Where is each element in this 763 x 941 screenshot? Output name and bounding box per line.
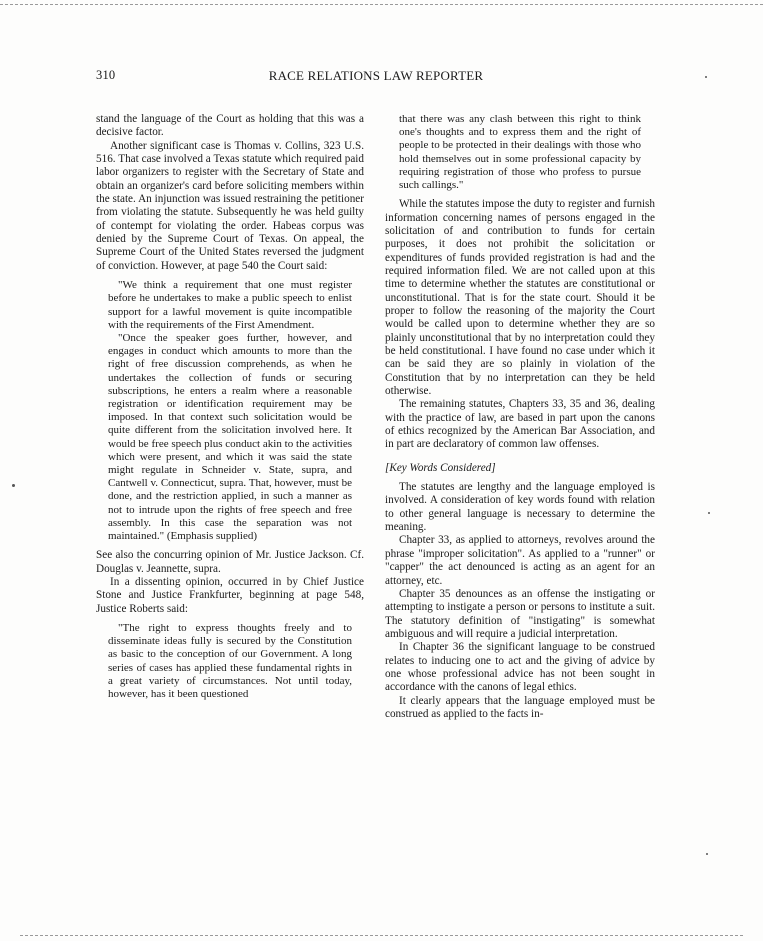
left-quote-3: "The right to express thoughts freely and to disseminate ideas fully is secured by the Constitution as basic to the conception of our Government. A long series of cases has applied these fundamental rights in a great variety of circumstances. Not until today, however, has it been questioned (108, 621, 352, 700)
bottom-dashed-border (20, 935, 743, 936)
scan-speck (705, 76, 707, 78)
right-paragraph-3: The statutes are lengthy and the language employed is involved. A consideration of key words found with relation to other general language is necessary to determine the meaning. (385, 481, 655, 534)
right-quote-continuation: that there was any clash between this right to think one's thoughts and to express them and the right of people to be protected in their dealings with those who hold themselves out in some professional capacity by requiring registration of those who profess to pursue such callings." (399, 113, 641, 192)
right-paragraph-6: In Chapter 36 the significant language to be construed relates to inducing one to act and the giving of advice by one whose professional advice has not been sought in accordance with the canons of legal ethics. (385, 641, 655, 694)
top-dashed-border (0, 4, 763, 5)
page-header (96, 68, 656, 86)
running-head: RACE RELATIONS LAW REPORTER (268, 68, 484, 83)
scan-speck (12, 484, 15, 487)
left-quote-1: "We think a requirement that one must register before he undertakes to make a public speech to enlist support for a lawful movement is quite incompatible with the requirements of the First Amendment. (108, 279, 352, 331)
left-paragraph-2: Another significant case is Thomas v. Collins, 323 U.S. 516. That case involved a Texas statute which required paid labor organizers to register with the Secretary of State and obtain an organizer's card before soliciting members within the state. An injunction was issued restraining the petitioner from violating the statute. Subsequently he was held guilty of contempt for violating the order. Habeas corpus was denied by the Supreme Court of Texas. On appeal, the Supreme Court of the United States reversed the judgment of conviction. However, at page 540 the Court said: (96, 139, 364, 272)
left-paragraph-3: See also the concurring opinion of Mr. Justice Jackson. Cf. Douglas v. Jeannette, supra. (96, 549, 364, 575)
left-paragraph-4: In a dissenting opinion, occurred in by Chief Justice Stone and Justice Frankfurter, beginning at page 548, Justice Roberts said: (96, 575, 364, 615)
right-paragraph-2: The remaining statutes, Chapters 33, 35 and 36, dealing with the practice of law, are based in part upon the canons of ethics recognized by the American Bar Association, and in part are declaratory of common law offenses. (385, 398, 655, 451)
page-number: 310 (96, 68, 116, 82)
right-paragraph-7: It clearly appears that the language employed must be construed as applied to the facts in- (385, 694, 655, 720)
left-column (96, 113, 364, 701)
section-subheading: [Key Words Considered] (385, 461, 496, 474)
right-paragraph-1: While the statutes impose the duty to register and furnish information concerning names of persons engaged in the solicitation of and contribution to funds for certain purposes, it does not prohibit the solicitation or expenditures of funds provided registration is had and the required information filed. We are not called upon at this time to determine whether the statutes are constitutional or unconstitutional. That is for the state court. Should it be proper to follow the reasoning of the majority the Court would be called upon to determine whether they are so plainly unconstitutional that by no interpretation could they be held constitutional. I have found no case under which it can be said they are so plainly in violation of the Constitution that by no interpretation can they be held otherwise. (385, 198, 655, 398)
right-column (385, 113, 655, 721)
scan-speck (706, 853, 708, 855)
scan-speck (708, 512, 710, 514)
left-quote-2: "Once the speaker goes further, however, and engages in conduct which amounts to more than the right of free discussion comprehends, as when he undertakes the collection of funds or securing subscriptions, he enters a realm where a reasonable registration or identification requirement may be imposed. In that context such solicitation would be quite different from the solicitation involved here. It would be free speech plus conduct akin to the activities which were present, and which it was said the state might regulate in Schneider v. State, supra, and Cantwell v. Connecticut, supra. That, however, must be done, and the restriction applied, in such a manner as not to intrude upon the rights of free speech and free assembly. In this case the separation was not maintained." (Emphasis supplied) (108, 331, 352, 542)
left-paragraph-1: stand the language of the Court as holding that this was a decisive factor. (96, 113, 364, 139)
right-paragraph-4: Chapter 33, as applied to attorneys, revolves around the phrase "improper solicitation". As applied to a "runner" or "capper" the act denounced is acting as an agent for an attorney, etc. (385, 534, 655, 587)
right-paragraph-5: Chapter 35 denounces as an offense the instigating or attempting to instigate a person or persons to institute a suit. The statutory definition of "instigating" is somewhat ambiguous and will require a judicial interpretation. (385, 587, 655, 640)
